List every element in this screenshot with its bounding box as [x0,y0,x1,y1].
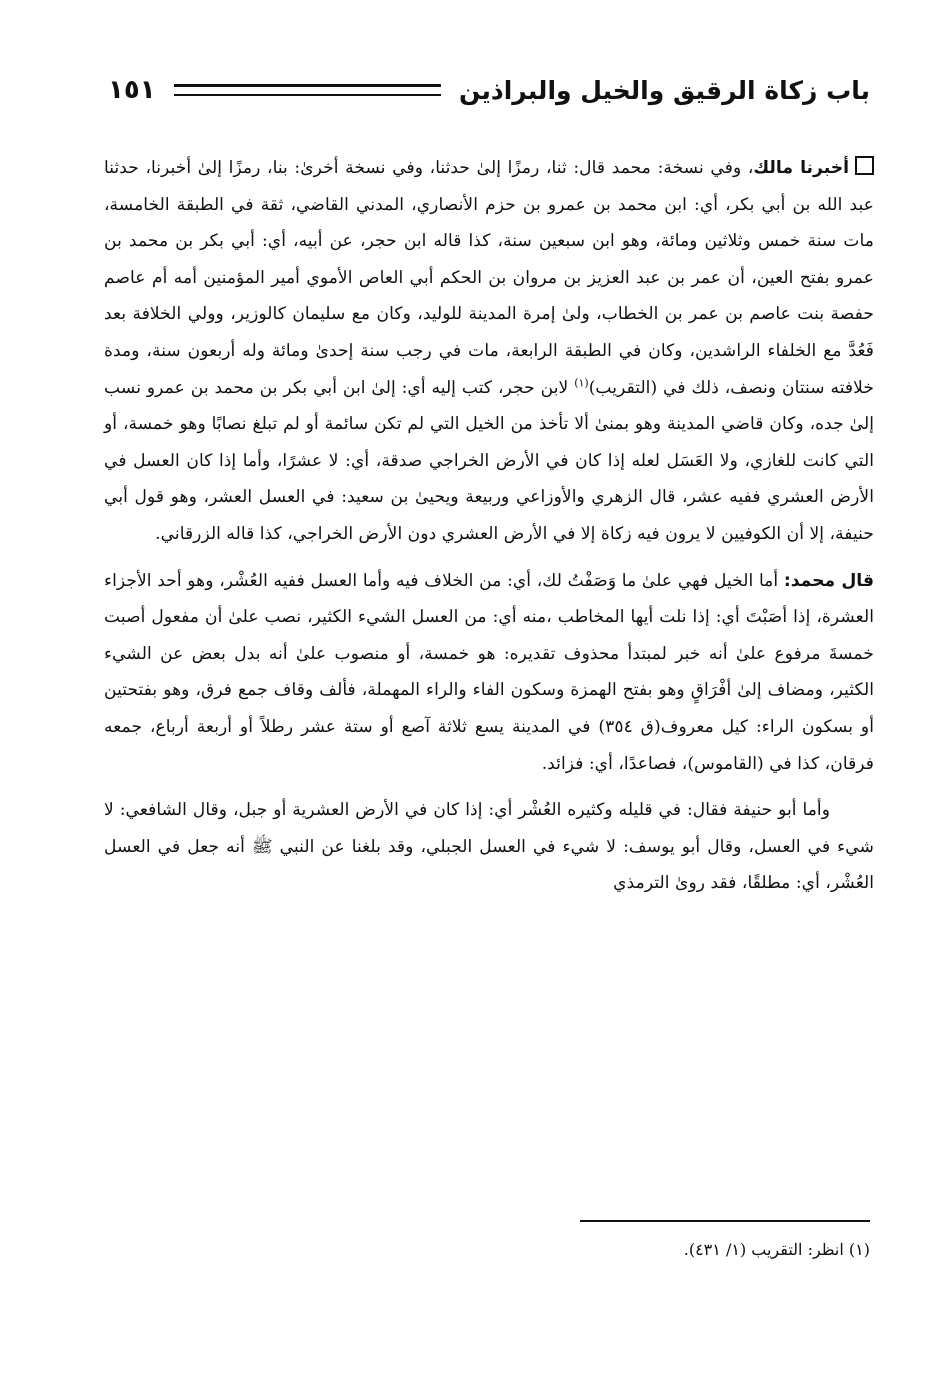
paragraph-2-text: أما الخيل فهي علىٰ ما وَصَفْتُ لك، أي: من الخلاف فيه وأما العسل ففيه العُشْر، وهو أحد الأجزاء العشرة، إذا أصَبْتَ أي: إذا نلت أيها المخاطب ،منه أي: من العسل الشيء الكثير، نصب علىٰ أن مفعول أصبت خمسةَ مرفوع علىٰ أنه خبر لمبتدأ محذوف تقديره: هو خمسة، أو منصوب علىٰ أنه بدل بعض عن الشيء الكثير، ومضاف إلىٰ أفْرَاقٍ وهو بفتح الهمزة وسكون الفاء والراء المهملة، فألف وقاف جمع فرق، وهو بفتحتين أو بسكون الراء: كيل معروف(ق ٣٥٤) في المدينة يسع ثلاثة آصع أو ستة عشر رطلاً أو أربعة أرباع، جمعه فرقان، كذا في (القاموس)، فصاعدًا، أي: فزائد. [104,570,875,774]
paragraph-3-text: وأما أبو حنيفة فقال: في قليله وكثيره العُشْر أي: إذا كان في الأرض العشرية أو جبل، وقال الشافعي: لا شيء في العسل، وقال أبو يوسف: لا شيء في العسل الجبلي، وقد بلغنا عن النبي ﷺ أنه جعل في العسل العُشْر، أي: مطلقًا، فقد روىٰ الترمذي [104,800,874,894]
paragraph-1-lead: أخبرنا مالك [753,158,850,178]
footnote: (١) انظر: التقريب (١/ ٤٣١). [683,1240,870,1259]
paragraph-2 [104,563,874,783]
body-text [104,150,874,902]
running-header [108,70,870,110]
paragraph-2-lead: قال محمد: [783,570,874,591]
footnote-divider [580,1220,870,1222]
chapter-title: باب زكاة الرقيق والخيل والبراذين [459,75,870,105]
footnote-reference[interactable]: (١) [574,375,589,389]
header-rule [174,84,441,96]
paragraph-1-text-a: ، وفي نسخة: محمد قال: ثنا، رمزًا إلىٰ حدثنا، وفي نسخة أخرىٰ: بنا، رمزًا إلىٰ أخبرنا، حدثنا عبد الله بن أبي بكر، أي: ابن محمد بن عمرو بن حزم الأنصاري، المدني القاضي، ثقة في الطبقة الخامسة، مات سنة خمس وثلاثين ومائة، وهو ابن سبعين سنة، كذا قاله ابن حجر، عن أبيه، أي: أبي بكر بن محمد بن عمرو بفتح العين، أن عمر بن عبد العزيز بن مروان بن الحكم أبي العاص الأموي أمير المؤمنين أمه أم عاصم حفصة بنت عاصم بن عمر بن الخطاب، ولىٰ إمرة المدينة للوليد، وكان مع سليمان كالوزير، وولي الخلافة بعد فَعُدَّ مع الخلفاء الراشدين، وكان في الطبقة الرابعة، مات في رجب سنة إحدىٰ ومائة وله أربعون سنة، ومدة خلافته سنتان ونصف، ذلك في (التقريب) [104,158,875,398]
paragraph-3 [104,792,874,902]
page-number: ١٥١ [108,75,156,105]
section-marker-icon [855,156,874,175]
paragraph-1-text-b: لابن حجر، كتب إليه أي: إلىٰ ابن أبي بكر بن محمد بن عمرو نسب إلىٰ جده، وكان قاضي المدينة وهو بمنىٰ ألا تأخذ من الخيل التي لم تكن سائمة أو لم تبلغ نصابًا وهو خمسة، أو التي كانت للغازي، ولا العَسَل لعله إذا كان في الأرض الخراجي صدقة، أي: لا عشرًا، وأما إذا كان العسل في الأرض العشري ففيه عشر، قال الزهري والأوزاعي وربيعة ويحيىٰ بن سعيد: في العسل العشر، وهو قول أبي حنيفة، إلا أن الكوفيين لا يرون فيه زكاة إلا في الأرض العشري دون الأرض الخراجي، كذا قاله الزرقاني. [104,377,874,544]
paragraph-1 [104,150,874,553]
